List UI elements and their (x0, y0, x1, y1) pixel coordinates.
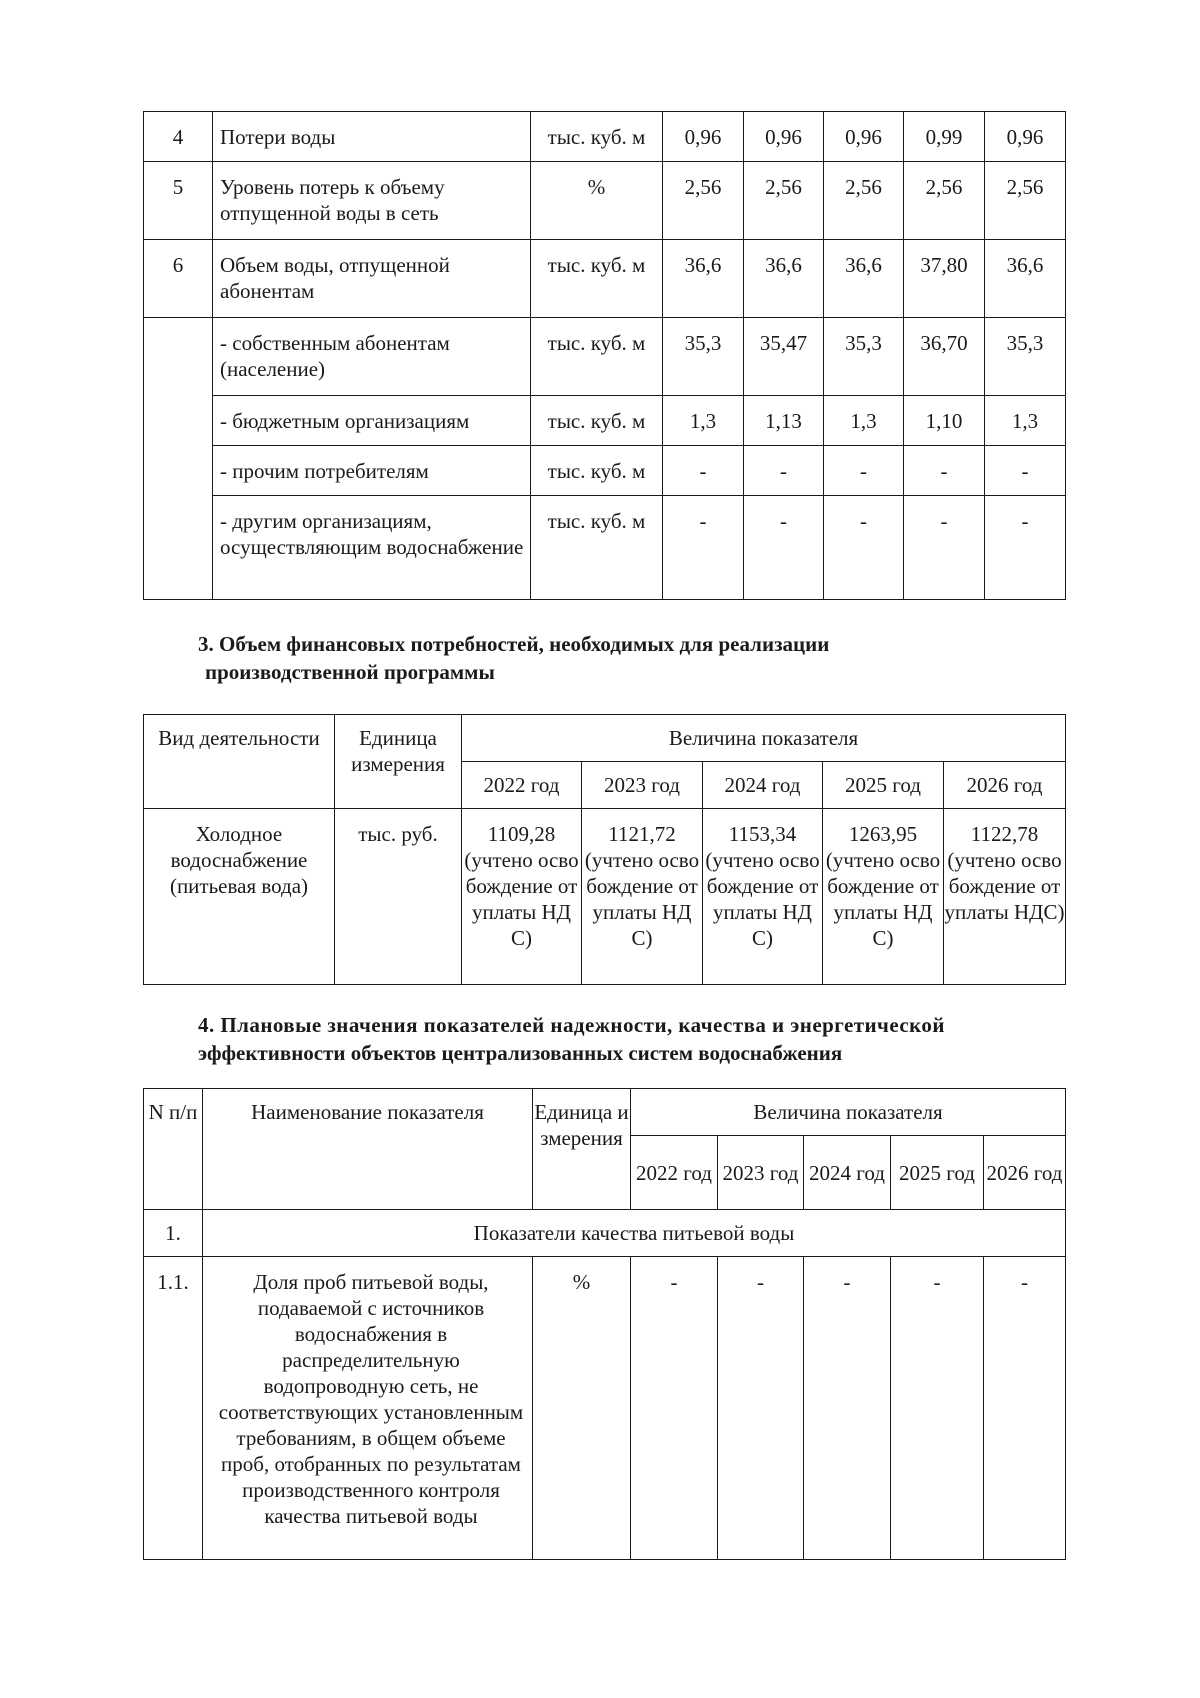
amount-note: (учтено освобождение от уплаты НДС) (464, 848, 579, 950)
value-2022: 0,96 (663, 112, 744, 162)
amount-value: 1153,34 (728, 822, 797, 846)
value-2022: - (663, 496, 744, 600)
table-row (144, 496, 1066, 600)
table-header-row (144, 1089, 1066, 1136)
table-row (144, 318, 1066, 396)
value-2026: - (985, 446, 1066, 496)
table-row (144, 1257, 1066, 1560)
amount-value: 1109,28 (487, 822, 556, 846)
amount-2026 (944, 809, 1066, 985)
row-unit: % (533, 1257, 631, 1560)
value-2023: 36,6 (744, 240, 824, 318)
value-2023: 0,96 (744, 112, 824, 162)
header-year-2025: 2025 год (891, 1136, 984, 1210)
amount-value: 1121,72 (608, 822, 676, 846)
value-2026: 35,3 (985, 318, 1066, 396)
financial-needs-table (143, 714, 1066, 985)
value-2024: 0,96 (824, 112, 904, 162)
row-name: Уровень потерь к объему отпущенной воды в сеть (213, 162, 531, 240)
row-name: Объем воды, отпущенной абонентам (213, 240, 531, 318)
amount-2024 (703, 809, 823, 985)
group-title: Показатели качества питьевой воды (203, 1210, 1066, 1257)
table-header-row (144, 715, 1066, 762)
value-2023: 35,47 (744, 318, 824, 396)
section-4-heading (198, 1011, 945, 1067)
value-2022: - (631, 1257, 718, 1560)
table-row (144, 809, 1066, 985)
row-unit: тыс. куб. м (531, 240, 663, 318)
row-number: 5 (144, 162, 213, 240)
header-year-2022: 2022 год (631, 1136, 718, 1210)
value-2026: 1,3 (985, 396, 1066, 446)
value-2024: 1,3 (824, 396, 904, 446)
row-number: 6 (144, 240, 213, 318)
row-name: Доля проб питьевой воды, подаваемой с источников водоснабжения в распределительную водопроводную сеть, не соответствующих установленным требованиям, в общем объеме проб, отобранных по результатам производственного контроля качества питьевой воды (203, 1257, 533, 1560)
header-year-2026: 2026 год (944, 762, 1066, 809)
row-name: - другим организациям, осуществляющим водоснабжение (213, 496, 531, 600)
header-year-2026: 2026 год (984, 1136, 1066, 1210)
value-2024: 36,6 (824, 240, 904, 318)
row-unit: тыс. куб. м (531, 112, 663, 162)
value-2023: 2,56 (744, 162, 824, 240)
header-value: Величина показателя (462, 715, 1066, 762)
value-2026: - (984, 1257, 1066, 1560)
value-2025: 0,99 (904, 112, 985, 162)
table-row (144, 446, 1066, 496)
value-2024: - (804, 1257, 891, 1560)
value-2025: - (904, 496, 985, 600)
value-2022: 2,56 (663, 162, 744, 240)
activity-name: Холодное водоснабжение (питьевая вода) (144, 809, 335, 985)
row-name: - бюджетным организациям (213, 396, 531, 446)
row-unit: тыс. куб. м (531, 446, 663, 496)
row-number: 4 (144, 112, 213, 162)
header-year-2022: 2022 год (462, 762, 582, 809)
value-2025: 2,56 (904, 162, 985, 240)
section-3-title-line1: 3. Объем финансовых потребностей, необходимых для реализации (198, 632, 830, 656)
header-year-2024: 2024 год (703, 762, 823, 809)
header-num: N п/п (144, 1089, 203, 1210)
value-2023: - (744, 446, 824, 496)
header-value: Величина показателя (631, 1089, 1066, 1136)
value-2025: 1,10 (904, 396, 985, 446)
value-2023: - (718, 1257, 804, 1560)
value-2026: 2,56 (985, 162, 1066, 240)
value-2025: 36,70 (904, 318, 985, 396)
value-2024: 2,56 (824, 162, 904, 240)
value-2026: 0,96 (985, 112, 1066, 162)
amount-note: (учтено освобождение от уплаты НДС) (705, 848, 820, 950)
header-year-2023: 2023 год (582, 762, 703, 809)
amount-2023 (582, 809, 703, 985)
water-balance-table (143, 111, 1066, 600)
amount-value: 1122,78 (970, 822, 1039, 846)
section-3-heading (198, 630, 829, 686)
row-number (144, 318, 213, 600)
row-name: - прочим потребителям (213, 446, 531, 496)
header-year-2025: 2025 год (823, 762, 944, 809)
activity-unit: тыс. руб. (335, 809, 462, 985)
table-group-row (144, 1210, 1066, 1257)
header-name: Наименование показателя (203, 1089, 533, 1210)
section-4-title-line1: 4. Плановые значения показателей надежности, качества и энергетической (198, 1013, 945, 1037)
table-row (144, 240, 1066, 318)
table-row (144, 396, 1066, 446)
row-unit: % (531, 162, 663, 240)
header-activity: Вид деятельности (144, 715, 335, 809)
header-unit: Единица измерения (533, 1089, 631, 1210)
section-4-title-line2: эффективности объектов централизованных систем водоснабжения (198, 1041, 843, 1065)
value-2024: 35,3 (824, 318, 904, 396)
table-row (144, 162, 1066, 240)
amount-2025 (823, 809, 944, 985)
row-name: Потери воды (213, 112, 531, 162)
amount-note: (учтено освобождение от уплаты НДС) (825, 848, 941, 950)
row-unit: тыс. куб. м (531, 496, 663, 600)
group-number: 1. (144, 1210, 203, 1257)
value-2025: 37,80 (904, 240, 985, 318)
value-2024: - (824, 496, 904, 600)
amount-note: (учтено освобождение от уплаты НДС) (584, 848, 700, 950)
value-2026: 36,6 (985, 240, 1066, 318)
quality-indicators-table (143, 1088, 1066, 1560)
table-row (144, 112, 1066, 162)
value-2022: 35,3 (663, 318, 744, 396)
amount-note: (учтено освобождение от уплаты НДС) (944, 848, 1065, 924)
value-2026: - (985, 496, 1066, 600)
amount-value: 1263,95 (848, 822, 918, 846)
value-2022: 36,6 (663, 240, 744, 318)
value-2023: 1,13 (744, 396, 824, 446)
value-2022: - (663, 446, 744, 496)
value-2022: 1,3 (663, 396, 744, 446)
header-unit: Единица измерения (335, 715, 462, 809)
row-unit: тыс. куб. м (531, 318, 663, 396)
value-2024: - (824, 446, 904, 496)
header-year-2024: 2024 год (804, 1136, 891, 1210)
row-unit: тыс. куб. м (531, 396, 663, 446)
value-2023: - (744, 496, 824, 600)
value-2025: - (891, 1257, 984, 1560)
amount-2022 (462, 809, 582, 985)
section-3-title-line2: производственной программы (205, 660, 495, 684)
row-number: 1.1. (144, 1257, 203, 1560)
row-name: - собственным абонентам (население) (213, 318, 531, 396)
header-year-2023: 2023 год (718, 1136, 804, 1210)
value-2025: - (904, 446, 985, 496)
